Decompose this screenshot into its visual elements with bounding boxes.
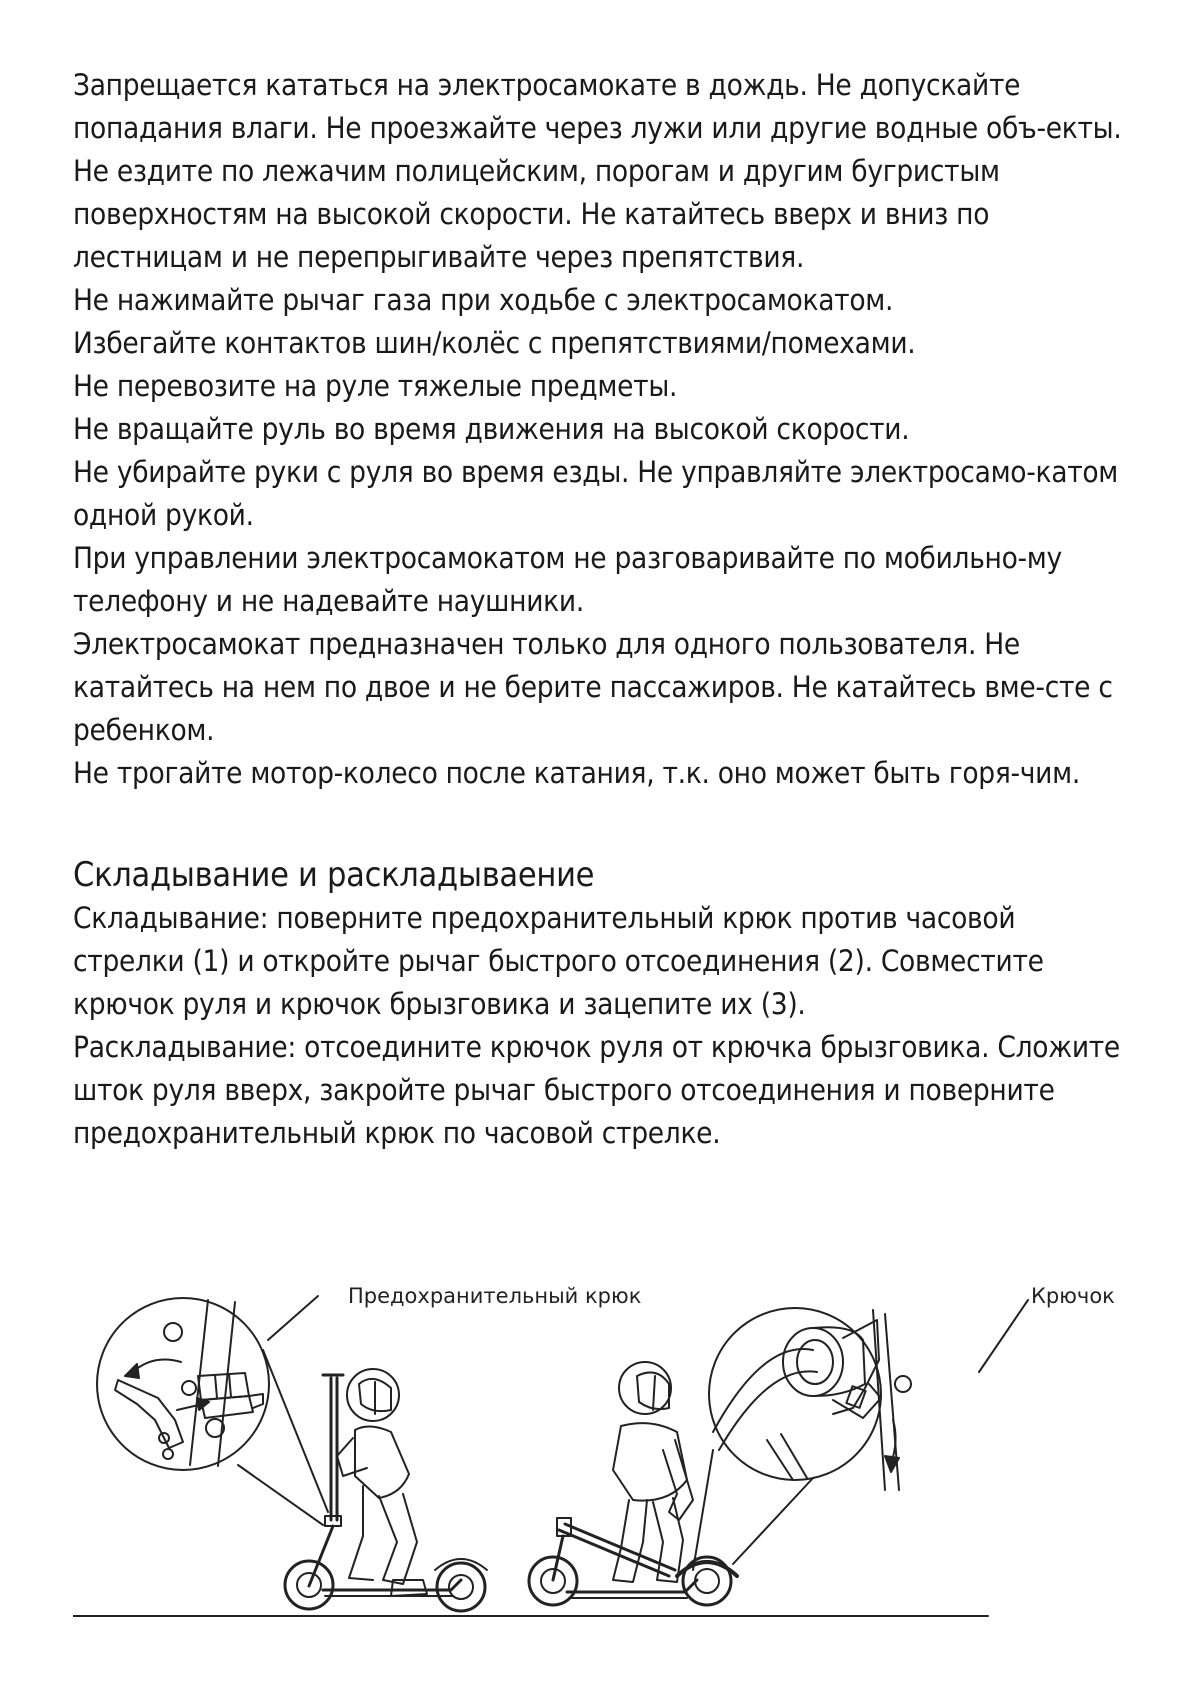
hook-label: Крючок [1031,1284,1115,1308]
rule-bumps: Не ездите по лежачим полицейским, порогам и другим бугристым поверхностям на высокой скорости. Не катайтесь вверх и вниз по лестницам и не перепрыгивайте через препятствия. [73,154,1000,274]
folding-illustration [73,1280,1123,1630]
rule-phone: При управлении электросамокатом не разговаривайте по мобильно-му телефону и не надевайте наушники. [73,541,1062,618]
rule-rain: Запрещается кататься на электросамокате в дождь. Не допускайте попадания влаги. Не проезжайте через лужи или другие водные объ-екты. [73,68,1122,145]
rule-steering: Не вращайте руль во время движения на высокой скорости. [73,412,910,446]
rule-obstacles: Избегайте контактов шин/колёс с препятствиями/помехами. [73,326,916,360]
folding-text: Складывание: поверните предохранительный крюк против часовой стрелки (1) и откройте рычаг быстрого отсоединения (2). Совместите крючок руля и крючок брызговика и зацепите их (3). [73,901,1044,1021]
rule-single-user: Электросамокат предназначен только для одного пользователя. Не катайтесь на нем по двое и не берите пассажиров. Не катайтесь вме-сте с ребенком. [73,627,1113,747]
section-title: Складывание и раскладываение [73,855,595,895]
safety-rules [73,64,1123,795]
unfolding-text: Раскладывание: отсоедините крючок руля от крючка брызговика. Сложите шток руля вверх, закройте рычаг быстрого отсоединения и поверните предохранительный крюк по часовой стрелке. [73,1030,1120,1150]
rule-throttle: Не нажимайте рычаг газа при ходьбе с электросамокатом. [73,283,894,317]
safety-hook-detail [97,1298,269,1470]
hook-detail [709,1308,911,1490]
rule-hot-motor: Не трогайте мотор-колесо после катания, т.к. оно может быть горя-чим. [73,756,1080,790]
folding-instructions [73,897,1123,1155]
rule-heavy-items: Не перевозите на руле тяжелые предметы. [73,369,678,403]
rotate-arrow-icon [125,1364,139,1378]
rider-left [285,1369,487,1611]
page-content [73,64,1123,1155]
safety-hook-label: Предохранительный крюк [348,1284,642,1308]
folding-diagram [73,1280,1123,1630]
rule-hands: Не убирайте руки с руля во время езды. Не управляйте электросамо-катом одной рукой. [73,455,1119,532]
rider-right [529,1362,737,1605]
